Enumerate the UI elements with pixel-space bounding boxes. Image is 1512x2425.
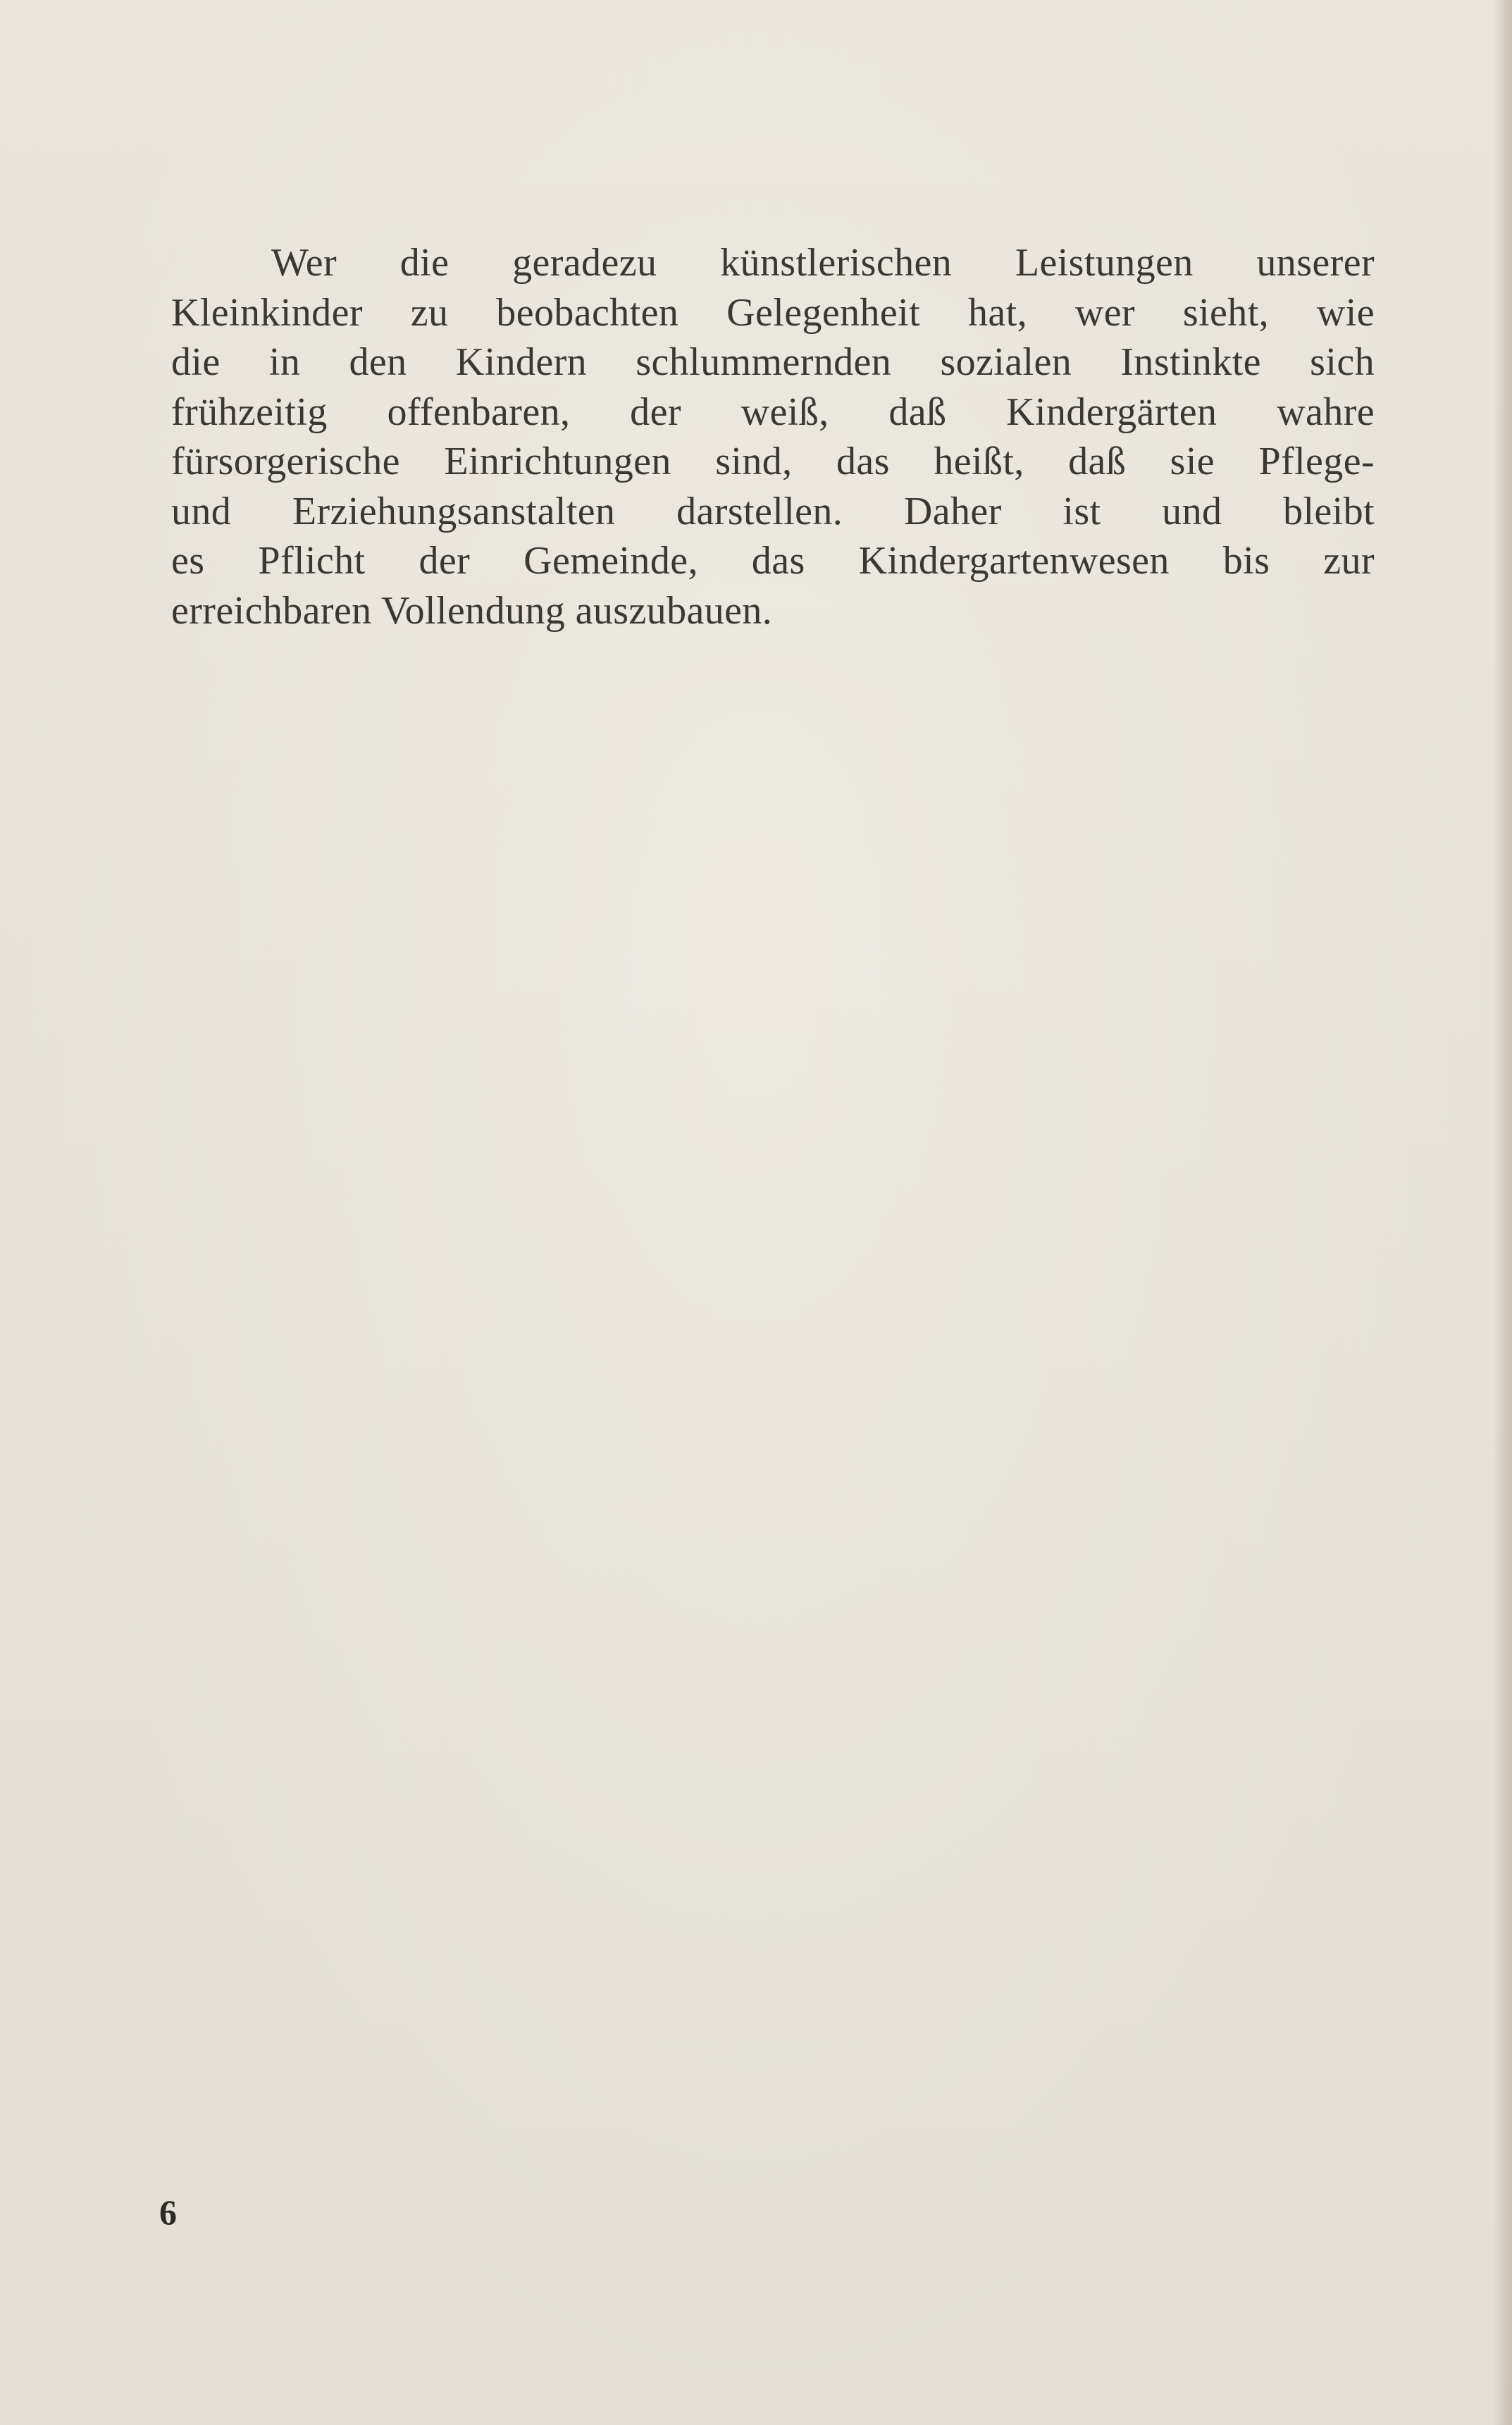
paragraph-line: Wer die geradezu künstlerischen Leistungen unserer [271,241,1375,285]
paragraph-line: Kleinkinder zu beobachten Gelegenheit hat, wer sieht, wie [171,290,1375,335]
paragraph-line: frühzeitig offenbaren, der weiß, daß Kindergärten wahre [171,390,1375,434]
paragraph-line: und Erziehungsanstalten darstellen. Daher ist und bleibt [171,489,1375,533]
page-edge-shadow [1494,0,1512,2425]
body-paragraph [171,238,1375,635]
paragraph-line: es Pflicht der Gemeinde, das Kindergartenwesen bis zur [171,539,1375,583]
paragraph-line: fürsorgerische Einrichtungen sind, das heißt, daß sie Pflege- [171,440,1375,483]
paragraph-line: die in den Kindern schlummernden sozialen Instinkte sich [171,340,1375,384]
paragraph-line: erreichbaren Vollendung auszubauen. [171,588,773,633]
page-number: 6 [159,2193,177,2232]
